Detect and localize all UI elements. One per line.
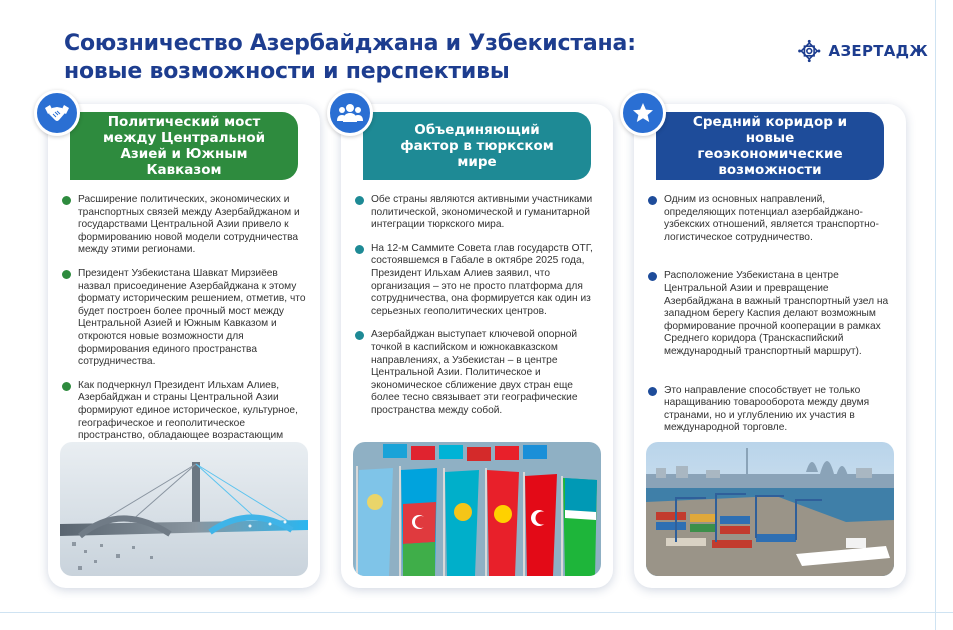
bullet-text: Обе страны являются активными участниками политической, экономической и гуманитарной интеграции тюркского мира. — [371, 194, 593, 231]
bullet-dot — [648, 272, 657, 281]
bullet-dot — [355, 245, 364, 254]
flags-photo — [353, 442, 601, 576]
card-turkic-world — [341, 104, 613, 588]
bullet-list — [355, 194, 599, 429]
azertac-logo — [798, 36, 928, 66]
bullet-text: Как подчеркнул Президент Ильхам Алиев, Азербайджан и страны Центральной Азии формируют единое историческое, культурное, географическое и геополитическое пространство, обладающее возрастающим — [78, 379, 298, 442]
bullet-dot — [648, 196, 657, 205]
bridge-illustration — [60, 442, 308, 576]
card-heading: Средний коридор и новые геоэкономические возможности — [656, 112, 884, 180]
page-title-line1: Союзничество Азербайджана и Узбекистана: — [64, 31, 636, 56]
bullet-list — [648, 194, 892, 446]
bullet-dot — [62, 382, 71, 391]
list-item — [62, 194, 306, 257]
bullet-dot — [355, 196, 364, 205]
bullet-list — [62, 194, 306, 466]
handshake-icon — [34, 90, 80, 136]
bullet-text: Одним из основных направлений, определяющих потенциал азербайджано-узбекских отношений, является транспортно-логистическое сотрудничество. — [664, 194, 879, 243]
bullet-dot — [648, 387, 657, 396]
ornament-logo-icon — [798, 37, 821, 65]
list-item — [355, 194, 599, 232]
list-item — [355, 329, 599, 417]
card-political-bridge — [48, 104, 320, 588]
list-item — [648, 270, 892, 358]
list-item — [62, 268, 306, 369]
bullet-text: Расширение политических, экономических и транспортных связей между Азербайджаном и государствами Центральной Азии привело к формированию новой модели сотрудничества между этими регионами. — [78, 194, 300, 256]
bullet-text: Расположение Узбекистана в центре Центральной Азии и превращение Азербайджана в важный транспортный узел на западном берегу Каспия делают возможным формирование прочной кооперации в рамках Среднего коридора (Транскаспийский международный транспортный маршрут). — [664, 270, 889, 357]
list-item — [648, 385, 892, 435]
bullet-text: Это направление способствует не только наращиванию товарооборота между двумя странами, но и углублению их участия в международной торговле. — [664, 384, 870, 434]
logo-text: АЗЕРТАДЖ — [828, 42, 928, 60]
bullet-text: На 12-м Саммите Совета глав государств ОТГ, состоявшемся в Габале в октябре 2025 года, Президент Ильхам Алиев заявил, что организация – это не просто платформа для сотрудничества, она формируется как один из серьезных геополитических центров. — [371, 242, 593, 317]
bullet-dot — [62, 196, 71, 205]
frame-line-bottom — [0, 612, 953, 613]
people-group-icon — [327, 90, 373, 136]
page-title-line2: новые возможности и перспективы — [64, 59, 510, 84]
card-heading: Политический мост между Центральной Азией и Южным Кавказом — [70, 112, 298, 180]
list-item — [355, 243, 599, 319]
bullet-text: Азербайджан выступает ключевой опорной точкой в каспийском и южнокавказском направлениях, а Узбекистан – в центре Центральной Азии. Политическое и экономическое сближение двух стран еще более тесно связывает эти географические пространства между собой. — [371, 329, 578, 416]
bullet-dot — [62, 270, 71, 279]
port-photo — [646, 442, 894, 576]
bullet-text: Президент Узбекистана Шавкат Мирзиёев назвал присоединение Азербайджана к этому формату историческим решением, отметив, что будет построен более прочный мост между Центральной Азией и Южным Кавказом и откроются новые возможности для формирования единого пространства сотрудничества. — [78, 267, 306, 368]
card-heading: Объединяющий фактор в тюркском мире — [363, 112, 591, 180]
list-item — [648, 194, 892, 244]
frame-line-right — [935, 0, 936, 630]
bullet-dot — [355, 331, 364, 340]
card-middle-corridor — [634, 104, 906, 588]
star-icon — [620, 90, 666, 136]
page-title — [64, 30, 704, 86]
